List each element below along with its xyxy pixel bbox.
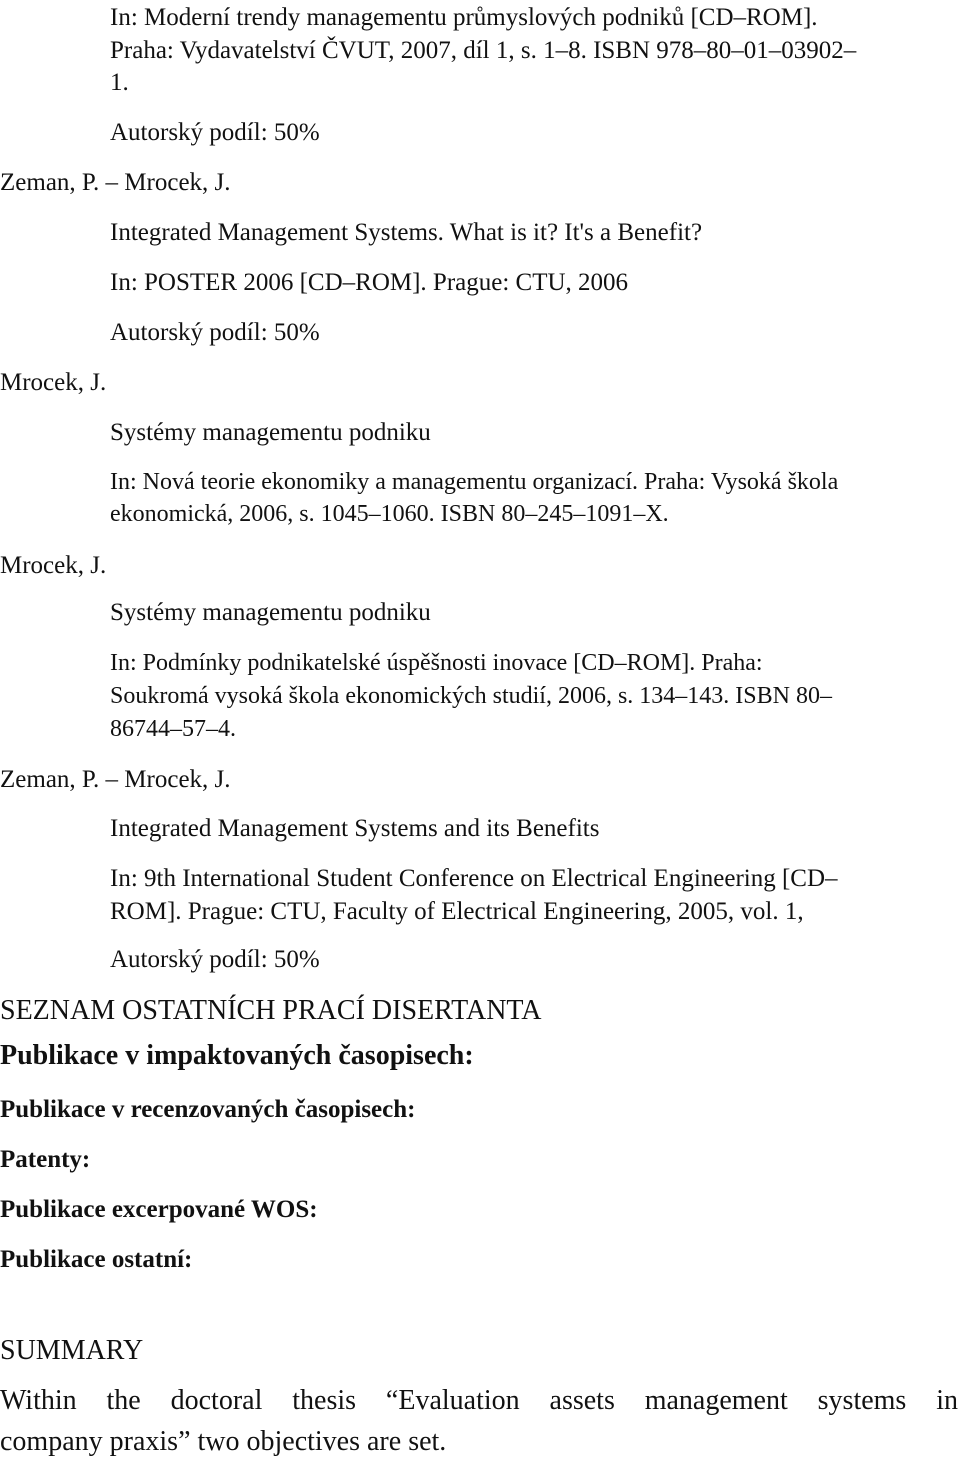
summary-word: Within (0, 1385, 77, 1416)
top-entry-share: Autorský podíl: 50% (110, 119, 320, 146)
reviewed-publications-heading: Publikace v recenzovaných časopisech: (0, 1096, 416, 1123)
patents-heading: Patenty: (0, 1146, 91, 1173)
entry-1-authors: Zeman, P. – Mrocek, J. (0, 169, 231, 196)
summary-word: in (936, 1385, 958, 1416)
top-entry-source-line1: In: Moderní trendy managementu průmyslových podniků [CD–ROM]. (110, 4, 818, 31)
top-entry-source-line3: 1. (110, 69, 129, 96)
entry-4-share: Autorský podíl: 50% (110, 946, 320, 973)
summary-word: doctoral (170, 1385, 263, 1416)
summary-heading: SUMMARY (0, 1335, 144, 1366)
entry-2-source-line2: ekonomická, 2006, s. 1045–1060. ISBN 80–245–1091–X. (110, 501, 669, 527)
other-works-heading: SEZNAM OSTATNÍCH PRACÍ DISERTANTA (0, 995, 542, 1026)
entry-4-source-line2: ROM]. Prague: CTU, Faculty of Electrical Engineering, 2005, vol. 1, (110, 898, 804, 925)
summary-word: management (644, 1385, 788, 1416)
wos-publications-heading: Publikace excerpované WOS: (0, 1196, 318, 1223)
other-publications-heading: Publikace ostatní: (0, 1246, 193, 1273)
summary-word: the (106, 1385, 141, 1416)
entry-3-source-line3: 86744–57–4. (110, 716, 236, 742)
impact-publications-heading: Publikace v impaktovaných časopisech: (0, 1040, 474, 1071)
entry-3-source-line1: In: Podmínky podnikatelské úspěšnosti inovace [CD–ROM]. Praha: (110, 650, 763, 676)
entry-4-title: Integrated Management Systems and its Benefits (110, 815, 600, 842)
summary-line-2: company praxis” two objectives are set. (0, 1426, 447, 1457)
entry-1-title: Integrated Management Systems. What is it? It's a Benefit? (110, 219, 703, 246)
entry-4-authors: Zeman, P. – Mrocek, J. (0, 766, 231, 793)
entry-4-source-line1: In: 9th International Student Conference on Electrical Engineering [CD– (110, 865, 838, 892)
entry-2-title: Systémy managementu podniku (110, 419, 431, 446)
summary-word: thesis (292, 1385, 357, 1416)
summary-line-1 (0, 1387, 958, 1415)
summary-word: systems (817, 1385, 907, 1416)
entry-3-title: Systémy managementu podniku (110, 599, 431, 626)
entry-2-authors: Mrocek, J. (0, 369, 107, 396)
entry-1-share: Autorský podíl: 50% (110, 319, 320, 346)
entry-1-source: In: POSTER 2006 [CD–ROM]. Prague: CTU, 2006 (110, 269, 629, 296)
summary-word: assets (549, 1385, 615, 1416)
entry-3-source-line2: Soukromá vysoká škola ekonomických studií, 2006, s. 134–143. ISBN 80– (110, 683, 832, 709)
entry-2-source-line1: In: Nová teorie ekonomiky a managementu organizací. Praha: Vysoká škola (110, 469, 839, 495)
summary-word: “Evaluation (385, 1385, 520, 1416)
entry-3-authors: Mrocek, J. (0, 552, 107, 579)
top-entry-source-line2: Praha: Vydavatelství ČVUT, 2007, díl 1, s. 1–8. ISBN 978–80–01–03902– (110, 37, 857, 64)
